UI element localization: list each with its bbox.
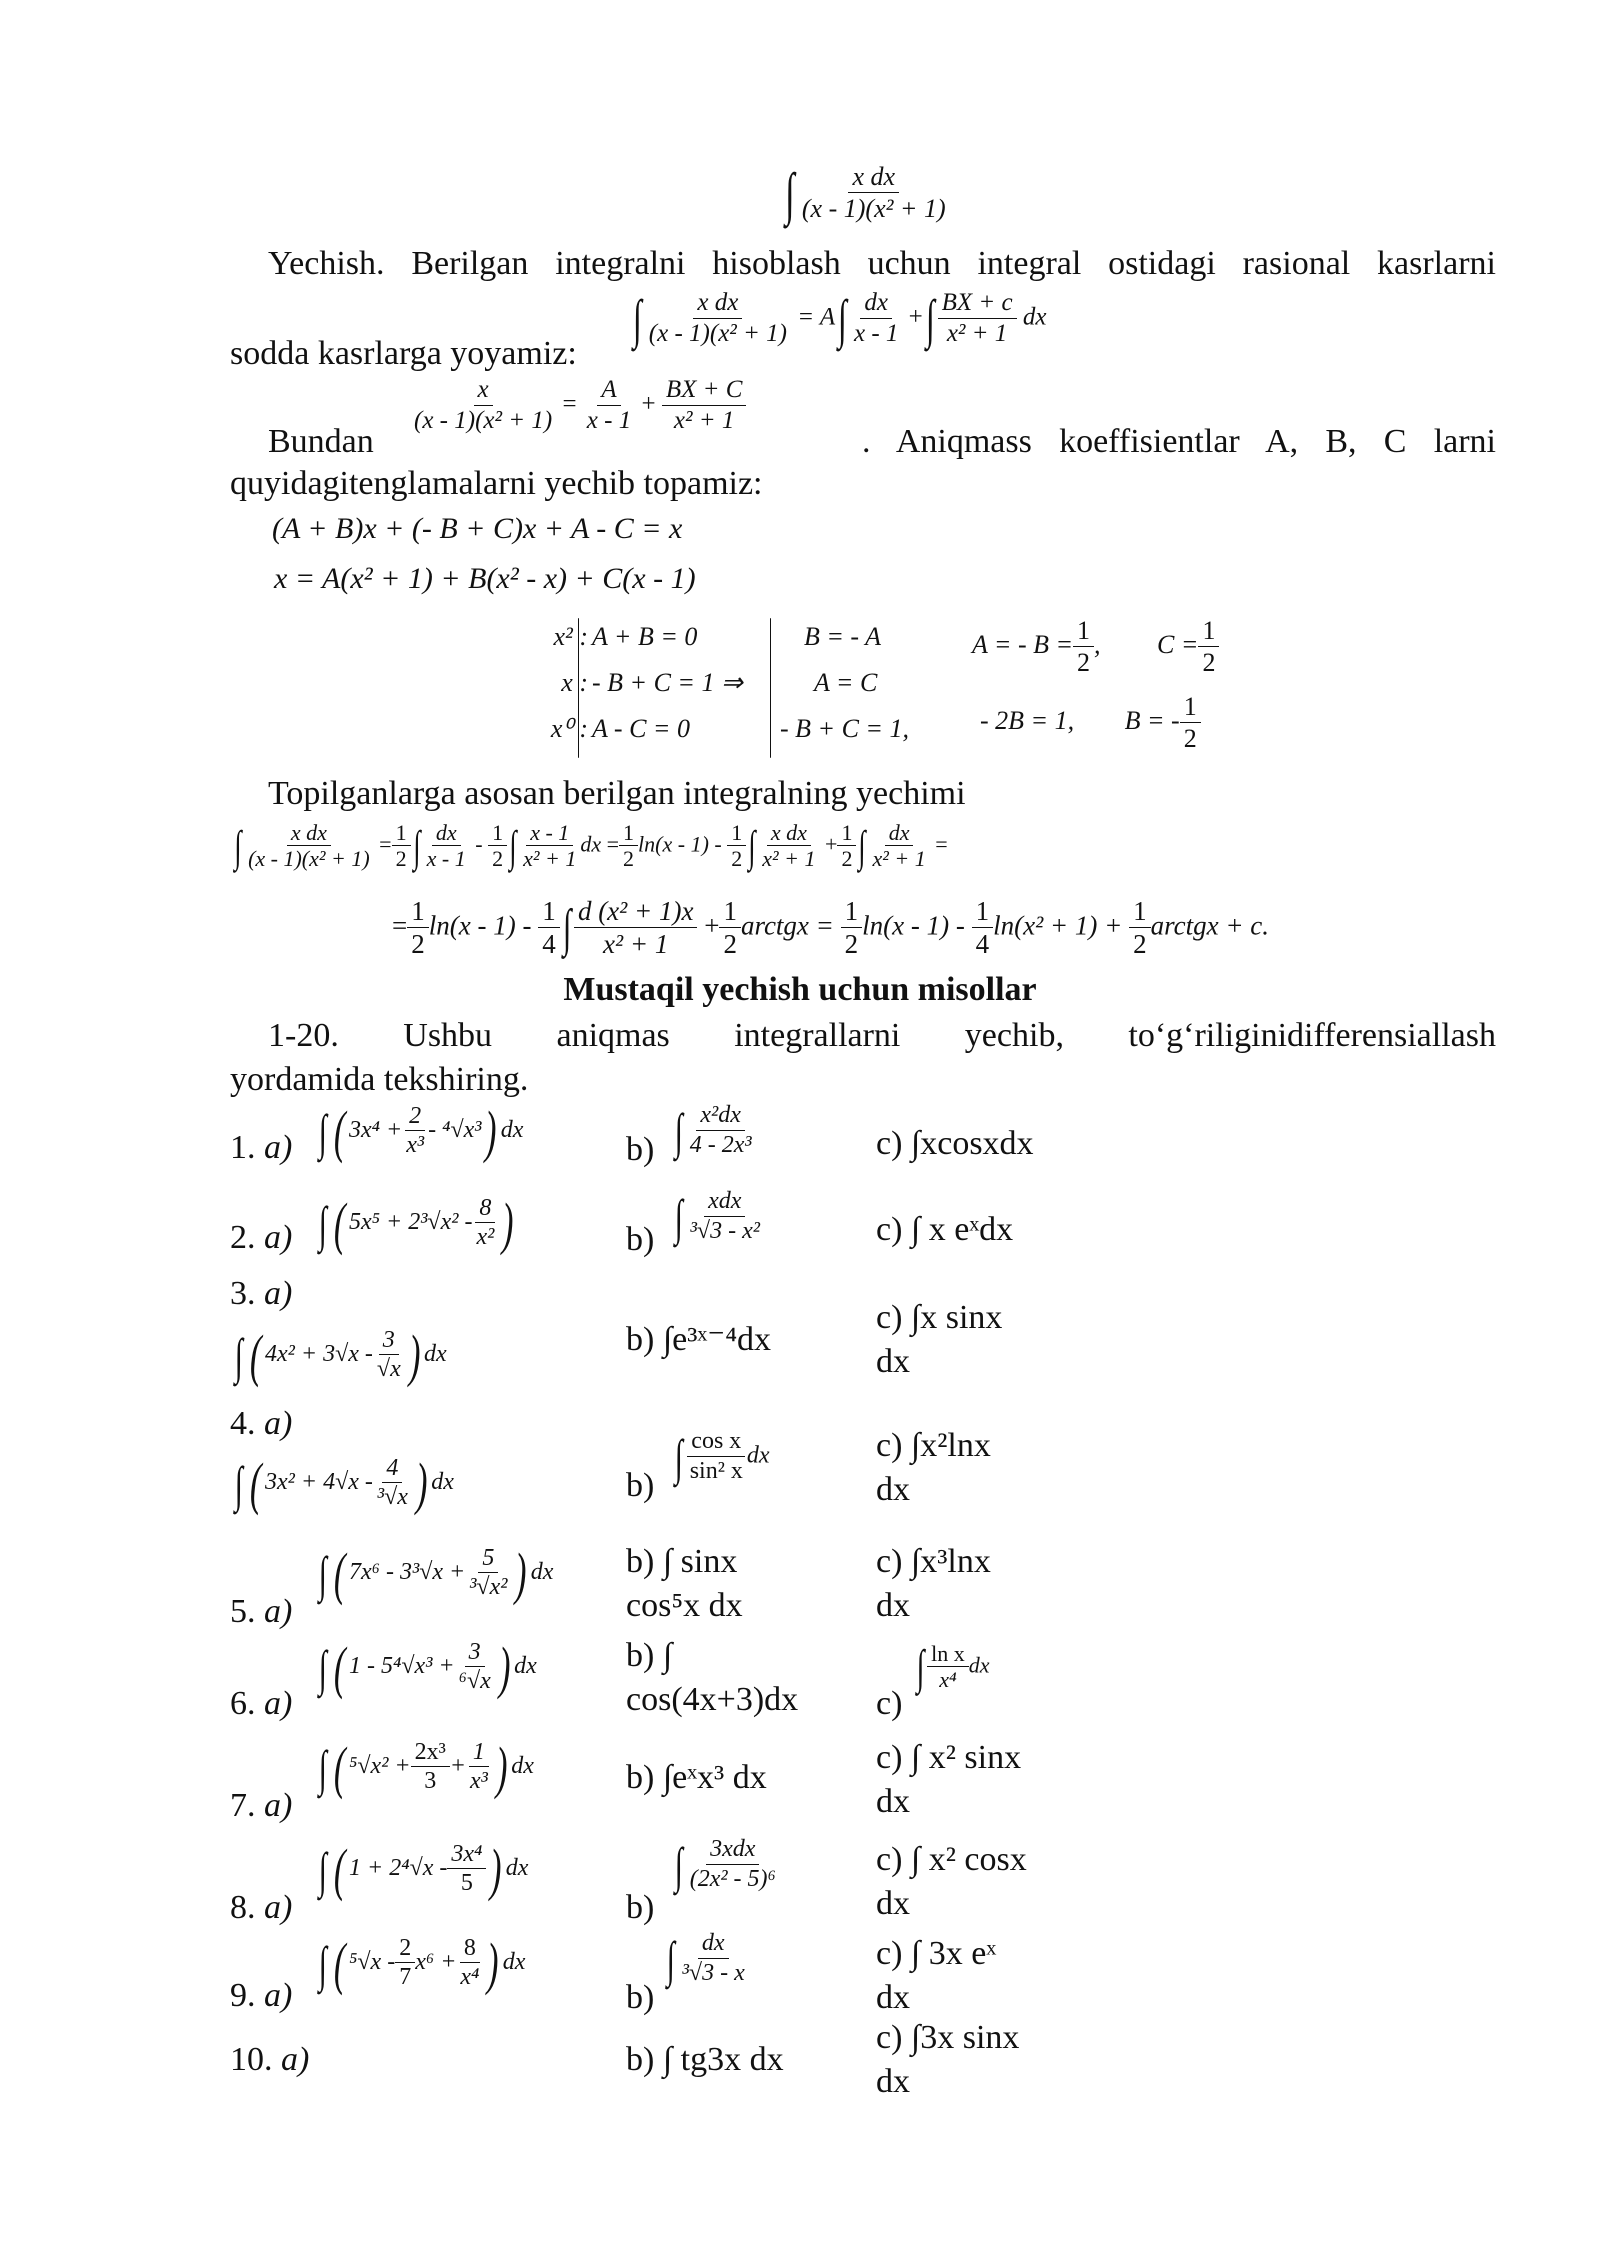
- exercise-3-label: [230, 1274, 292, 1314]
- exercise-intro-line-1: 1-20. Ushbu aniqmas integrallarni yechib, to‘g‘riliginidifferensiallash: [268, 1017, 1496, 1054]
- denominator: (2x² - 5)⁶: [689, 1865, 776, 1892]
- left-brace: [578, 618, 579, 758]
- exercise-10-label: [230, 2040, 309, 2080]
- dx: dx: [500, 1117, 524, 1144]
- numerator: BX + c: [938, 289, 1017, 319]
- term: 1 + 2⁴√x -: [349, 1855, 448, 1882]
- equation: B = - A: [804, 622, 881, 651]
- numerator: dx: [885, 820, 914, 846]
- numerator: 3xdx: [706, 1836, 759, 1865]
- exercise-4-label: [230, 1404, 292, 1444]
- numerator: 1: [619, 820, 638, 846]
- equation: A = C: [814, 668, 878, 697]
- dx: dx: [511, 1753, 534, 1780]
- numerator: 1: [972, 896, 994, 928]
- term: x⁶ +: [415, 1949, 457, 1976]
- exercise-intro-line-2: yordamida tekshiring.: [230, 1061, 529, 1098]
- denominator: x² + 1: [523, 846, 577, 872]
- numerator: 1: [837, 820, 856, 846]
- exercise-2a-formula: ∫ ( 5x⁵ + 2³√x² - $\frac{8}{\text{x²}}$ ): [318, 1191, 514, 1256]
- exercise-number: 8.: [230, 1889, 256, 1926]
- ln-term: ln(x - 1) -: [862, 910, 965, 941]
- exercise-1a-formula: ∫ ( 3x⁴ + $\frac{2}{\text{x³}}$ - ⁴√x³) dx: [318, 1099, 524, 1164]
- system-results-2: [980, 692, 1201, 754]
- dx: dx: [746, 1442, 770, 1469]
- equation: A + B = 0: [592, 622, 698, 651]
- numerator: x dx: [693, 289, 742, 319]
- exercise-1b-formula: ∫ $\frac{\text{x²dx}}{\text{4 - 2x³}}$: [672, 1102, 756, 1160]
- denominator: x⁴: [939, 1667, 957, 1693]
- numerator: dx: [432, 820, 461, 846]
- numerator: 5: [478, 1545, 498, 1574]
- system-equations: [592, 614, 743, 752]
- exercise-8a-formula: ∫ ( 1 + 2⁴√x - $\frac{\text{3x⁴}}{5}$ ) dx: [318, 1837, 529, 1902]
- solution-line-2-label: sodda kasrlarga yoyamiz:: [230, 335, 577, 372]
- exercise-5b: b) ∫ sinx: [626, 1543, 738, 1580]
- term: ⁴√x³: [442, 1117, 482, 1144]
- denominator: 2: [1133, 929, 1147, 960]
- numerator: 1: [1129, 896, 1151, 928]
- numerator: 1: [1198, 616, 1219, 647]
- exercise-5a-formula: ∫ ( 7x⁶ - 3³√x + $\frac{5}{\text{³√x²}}$ ) dx: [318, 1541, 554, 1606]
- numerator: xdx: [704, 1188, 745, 1217]
- equals-A: = A: [797, 303, 836, 331]
- denominator: 2: [623, 846, 635, 872]
- equation-2: x = A(x² + 1) + B(x² - x) + C(x - 1): [274, 562, 696, 595]
- denominator: x²: [476, 1224, 495, 1251]
- exercise-9a-formula: ∫ ( ⁵√x - $\frac{2}{7}$ x⁶ + $\frac{8}{\text{x⁴}}$ ) dx: [318, 1931, 526, 1996]
- bundan-formula: $\frac{x}{\text{(x - 1)(x² + 1)}}$ = $\frac{A}{x - 1}$ + $\frac{BX + C}{\text{x² + 1}}$: [410, 376, 746, 436]
- denominator: 5: [460, 1870, 473, 1897]
- denominator: x³: [470, 1768, 488, 1795]
- exercise-6-label: [230, 1684, 292, 1724]
- numerator: x: [474, 376, 493, 406]
- exercise-6c-formula: ∫ $\frac{\text{ln x}}{\text{x⁴}}$ dx: [916, 1641, 990, 1694]
- equals: =: [935, 831, 948, 857]
- exercise-7c: c) ∫ x² sinx: [876, 1739, 1022, 1776]
- part-a: a): [264, 1129, 293, 1166]
- term: 5x⁵ + 2³√x² -: [349, 1209, 473, 1236]
- exercise-heading: Mustaqil yechish uchun misollar: [563, 971, 1037, 1008]
- exercise-8c-dx: dx: [876, 1885, 910, 1922]
- numerator: 3: [379, 1327, 399, 1356]
- part-a: a): [264, 1593, 293, 1630]
- denominator: 4 - 2x³: [689, 1131, 752, 1158]
- final-term: arctgx + c.: [1150, 910, 1270, 941]
- exercise-3b: b) ∫e³ˣ⁻⁴dx: [626, 1321, 772, 1358]
- exercise-8-label: [230, 1888, 292, 1928]
- system-results: [972, 616, 1219, 678]
- bundan-tail: . Aniqmass koeffisientlar A, B, C larni: [862, 423, 1496, 460]
- minus: -: [475, 831, 483, 857]
- part-a: a): [264, 1405, 293, 1442]
- denominator: x - 1: [853, 319, 899, 347]
- denominator: 2: [841, 846, 853, 872]
- exercise-7c-dx: dx: [876, 1783, 910, 1820]
- numerator: 4: [382, 1455, 402, 1484]
- numerator: x dx: [848, 162, 899, 193]
- result-line-1: ∫ $\frac{\text{x dx}}{\text{(x - 1)(x² + 1)}}$ = $\frac{1}{2}$ ∫ $\frac{dx}{x - 1}$ - $\frac{1}{2}$ ∫ $\frac{x - 1}{\text{x² + 1}}$ dx = $\frac{1}{2}$ ln(x - 1) - $\frac{1}{2}$ ∫ $\frac{\text{x dx}}{\text{x² + 1}}$ + $\frac{1}{2}$ ∫ $\frac{dx}{\text{x² + 1}}$ =: [234, 820, 948, 872]
- exercise-5-label: [230, 1592, 292, 1632]
- arctg-term: arctgx =: [740, 910, 834, 941]
- left-brace: [770, 618, 771, 758]
- equation: - B + C = 1,: [780, 714, 909, 743]
- denominator: 2: [411, 929, 425, 960]
- numerator: 1: [469, 1739, 489, 1768]
- denominator: (x - 1)(x² + 1): [414, 406, 553, 434]
- denominator: ³√3 - x: [681, 1959, 745, 1986]
- numerator: 1: [488, 820, 507, 846]
- exercise-2-label: [230, 1218, 292, 1258]
- equals: =: [379, 831, 392, 857]
- exercise-7-label: [230, 1786, 292, 1826]
- dx: dx: [431, 1469, 454, 1496]
- plus: +: [704, 910, 720, 941]
- part-a: a): [264, 1787, 293, 1824]
- equation: A - C = 0: [592, 714, 690, 743]
- exercise-7b: b) ∫eˣx³ dx: [626, 1759, 767, 1796]
- denominator: x - 1: [586, 406, 632, 434]
- system-equations-2: [780, 614, 909, 752]
- denominator: 2: [1202, 647, 1216, 677]
- numerator: x dx: [767, 820, 811, 846]
- top-integral: ∫ $\frac{\text{x dx}}{\text{(x - 1)(x² + 1)}}$: [782, 160, 950, 227]
- equals: =: [606, 831, 620, 857]
- exercise-2c: c) ∫ x eˣdx: [876, 1211, 1014, 1248]
- denominator: 7: [399, 1964, 412, 1991]
- part-a: a): [264, 1977, 293, 2014]
- numerator: x dx: [287, 820, 331, 846]
- equation-1: (A + B)x + (- B + C)x + A - C = x: [272, 512, 683, 545]
- exercise-5c: c) ∫x³lnx: [876, 1543, 991, 1580]
- denominator: (x - 1)(x² + 1): [801, 194, 946, 224]
- result-text: C =: [1157, 630, 1199, 659]
- decomposition-formula: ∫ $\frac{\text{x dx}}{\text{(x - 1)(x² + 1)}}$ = A∫ $\frac{dx}{x - 1}$ +∫ $\frac{BX + c}{\text{x² + 1}}$ dx: [632, 289, 1047, 349]
- numerator: 1: [538, 896, 560, 928]
- numerator: 3x⁴: [447, 1841, 486, 1870]
- dx: dx: [502, 1949, 526, 1976]
- solution-line-4: quyidagitenglamalarni yechib topamiz:: [230, 465, 763, 502]
- denominator: x² + 1: [673, 406, 735, 434]
- numerator: 2: [395, 1935, 415, 1964]
- numerator: d (x² + 1)x: [574, 896, 698, 928]
- exercise-number: 5.: [230, 1593, 256, 1630]
- exercise-6a-formula: ∫ ( 1 - 5⁴√x³ + $\frac{3}{\text{⁶√x}}$ ) dx: [318, 1635, 537, 1700]
- exercise-4b-label: b): [626, 1467, 655, 1504]
- part-a: a): [264, 1889, 293, 1926]
- exercise-4a-formula: ∫ ( 3x² + 4√x - $\frac{4}{\text{³√x}}$ ) dx: [234, 1451, 454, 1516]
- denominator: √x: [376, 1356, 401, 1383]
- exercise-9c: c) ∫ 3x eˣ: [876, 1935, 997, 1972]
- part-a: a): [281, 2041, 310, 2078]
- plus: +: [449, 1753, 466, 1780]
- ln-term: ln(x - 1) -: [638, 831, 722, 857]
- exercise-10c-dx: dx: [876, 2063, 910, 2100]
- dx: dx: [505, 1855, 529, 1882]
- exercise-6b-cont: cos(4x+3)dx: [626, 1681, 799, 1718]
- equals: =: [392, 910, 408, 941]
- plus: +: [908, 303, 923, 331]
- exercise-1c: c) ∫xcosxdx: [876, 1125, 1034, 1162]
- numerator: 2: [405, 1103, 425, 1132]
- numerator: 1: [841, 896, 863, 928]
- exercise-5c-dx: dx: [876, 1587, 910, 1624]
- ln-term: ln(x² + 1) +: [993, 910, 1123, 941]
- numerator: 3: [465, 1639, 485, 1668]
- term: 3x⁴ +: [349, 1117, 403, 1144]
- dx: dx: [530, 1559, 554, 1586]
- denominator: 4: [542, 929, 556, 960]
- denominator: ³√x²: [469, 1574, 508, 1601]
- exercise-5b-cont: cos⁵x dx: [626, 1587, 743, 1624]
- denominator: 2: [395, 846, 407, 872]
- exercise-4c: c) ∫x²lnx: [876, 1427, 991, 1464]
- numerator: 1: [1180, 692, 1201, 723]
- exercise-9b-label: b): [626, 1979, 655, 2016]
- denominator: x² + 1: [946, 319, 1008, 347]
- denominator: ³√x: [376, 1484, 408, 1511]
- exercise-number: 6.: [230, 1685, 256, 1722]
- comma: ,: [1094, 630, 1101, 659]
- denominator: x³: [406, 1132, 425, 1159]
- numerator: 2x³: [411, 1739, 450, 1768]
- label-x2: x² :: [553, 622, 588, 651]
- denominator: 2: [844, 929, 859, 960]
- dx: dx: [1022, 303, 1047, 331]
- result-text: A = - B =: [972, 630, 1074, 659]
- result-heading: Topilganlarga asosan berilgan integralning yechimi: [268, 775, 966, 812]
- solution-line-1: Yechish. Berilgan integralni hisoblash uchun integral ostidagi rasional kasrlarni: [268, 245, 1496, 282]
- denominator: 4: [975, 929, 990, 960]
- term: 4x² + 3√x -: [265, 1341, 373, 1368]
- denominator: (x - 1)(x² + 1): [248, 846, 370, 872]
- numerator: 1: [392, 820, 411, 846]
- denominator: ³√3 - x²: [689, 1217, 760, 1244]
- numerator: 8: [460, 1935, 480, 1964]
- equation: - B + C = 1 ⇒: [592, 668, 743, 697]
- dx: dx: [514, 1653, 537, 1680]
- exercise-9c-dx: dx: [876, 1979, 910, 2016]
- denominator: 2: [1077, 647, 1091, 677]
- exercise-number: 1.: [230, 1129, 256, 1166]
- part-a: a): [264, 1685, 293, 1722]
- term: ⁵√x² +: [349, 1753, 411, 1780]
- numerator: 1: [1073, 616, 1094, 647]
- exercise-3a-formula: ∫ ( 4x² + 3√x - $\frac{3}{√x}$ ) dx: [234, 1323, 447, 1388]
- exercise-number: 10.: [230, 2041, 273, 2078]
- denominator: sin² x: [689, 1457, 743, 1484]
- exercise-6b: b) ∫: [626, 1637, 673, 1674]
- exercise-3c-dx: dx: [876, 1343, 910, 1380]
- exercise-10c: c) ∫3x sinx: [876, 2019, 1020, 2056]
- result-text: - 2B = 1,: [980, 706, 1075, 735]
- exercise-7a-formula: ∫ ( ⁵√x² + $\frac{\text{2x³}}{3}$ + $\frac{1}{\text{x³}}$ ) dx: [318, 1735, 534, 1800]
- label-x0: x⁰ :: [550, 714, 588, 743]
- exercise-1-label: [230, 1128, 292, 1168]
- exercise-number: 3.: [230, 1275, 256, 1312]
- denominator: 2: [1183, 723, 1197, 753]
- exercise-8c: c) ∫ x² cosx: [876, 1841, 1027, 1878]
- numerator: ln x: [927, 1641, 969, 1667]
- ln-term: ln(x - 1) -: [428, 910, 532, 941]
- minus: -: [428, 1117, 437, 1144]
- exercise-9b-formula: ∫ $\frac{dx}{\text{³√3 - x}}$: [664, 1930, 749, 1988]
- denominator: ⁶√x: [458, 1668, 491, 1695]
- exercise-6c-label: c): [876, 1685, 903, 1722]
- denominator: x² + 1: [762, 846, 816, 872]
- exercise-number: 9.: [230, 1977, 256, 2014]
- exercise-number: 4.: [230, 1405, 256, 1442]
- exercise-4b-formula: ∫ $\frac{\text{cos x}}{\text{sin² x}}$ dx: [674, 1428, 770, 1485]
- term: 7x⁶ - 3³√x +: [349, 1559, 466, 1586]
- numerator: x²dx: [696, 1102, 745, 1131]
- term: 1 - 5⁴√x³ +: [349, 1653, 455, 1680]
- exercise-number: 7.: [230, 1787, 256, 1824]
- numerator: dx: [860, 289, 892, 319]
- result-line-2: = $\frac{1}{2}$ ln(x - 1) - $\frac{1}{4}$ ∫ $\frac{\text{d (x² + 1)x}}{\text{x² + 1}}$ + $\frac{1}{2}$ arctgx = $\frac{1}{2}$ ln(x - 1) - $\frac{1}{4}$ ln(x² + 1) + $\frac{1}{2}$ arctgx + c.: [392, 896, 1270, 960]
- exercise-number: 2.: [230, 1219, 256, 1256]
- part-a: a): [264, 1219, 293, 1256]
- numerator: dx: [698, 1930, 729, 1959]
- numerator: cos x: [687, 1428, 745, 1457]
- numerator: A: [597, 376, 620, 406]
- denominator: x - 1: [426, 846, 466, 872]
- denominator: 2: [723, 929, 737, 960]
- exercise-10b: b) ∫ tg3x dx: [626, 2041, 784, 2078]
- exercise-1b-label: b): [626, 1131, 655, 1168]
- exercise-2b-label: b): [626, 1221, 655, 1258]
- exercise-8b-formula: ∫ $\frac{\text{3xdx}}{\text{(2x² - 5)⁶}}$: [672, 1836, 780, 1894]
- denominator: 2: [731, 846, 743, 872]
- numerator: 1: [407, 896, 429, 928]
- exercise-2b-formula: ∫ $\frac{\text{xdx}}{\text{³√3 - x²}}$: [672, 1188, 764, 1246]
- dx: dx: [968, 1652, 990, 1678]
- dx: dx: [424, 1341, 447, 1368]
- term: 3x² + 4√x -: [265, 1469, 373, 1496]
- denominator: x² + 1: [872, 846, 926, 872]
- exercise-8b-label: b): [626, 1889, 655, 1926]
- numerator: 1: [727, 820, 746, 846]
- exercise-3c: c) ∫x sinx: [876, 1299, 1003, 1336]
- denominator: x⁴: [460, 1964, 480, 1991]
- dx: dx: [580, 831, 602, 857]
- exercise-9-label: [230, 1976, 292, 2016]
- numerator: x - 1: [526, 820, 573, 846]
- denominator: 2: [492, 846, 504, 872]
- numerator: 8: [475, 1195, 495, 1224]
- plus: +: [825, 831, 838, 857]
- term: ⁵√x -: [349, 1949, 396, 1976]
- numerator: BX + C: [662, 376, 747, 406]
- numerator: 1: [719, 896, 741, 928]
- denominator: (x - 1)(x² + 1): [648, 319, 787, 347]
- exercise-4c-dx: dx: [876, 1471, 910, 1508]
- bundan-label: Bundan: [268, 423, 374, 460]
- denominator: x² + 1: [603, 929, 669, 960]
- label-x: x :: [561, 668, 588, 697]
- denominator: 3: [424, 1768, 437, 1795]
- part-a: a): [264, 1275, 293, 1312]
- result-text: B = -: [1124, 706, 1180, 735]
